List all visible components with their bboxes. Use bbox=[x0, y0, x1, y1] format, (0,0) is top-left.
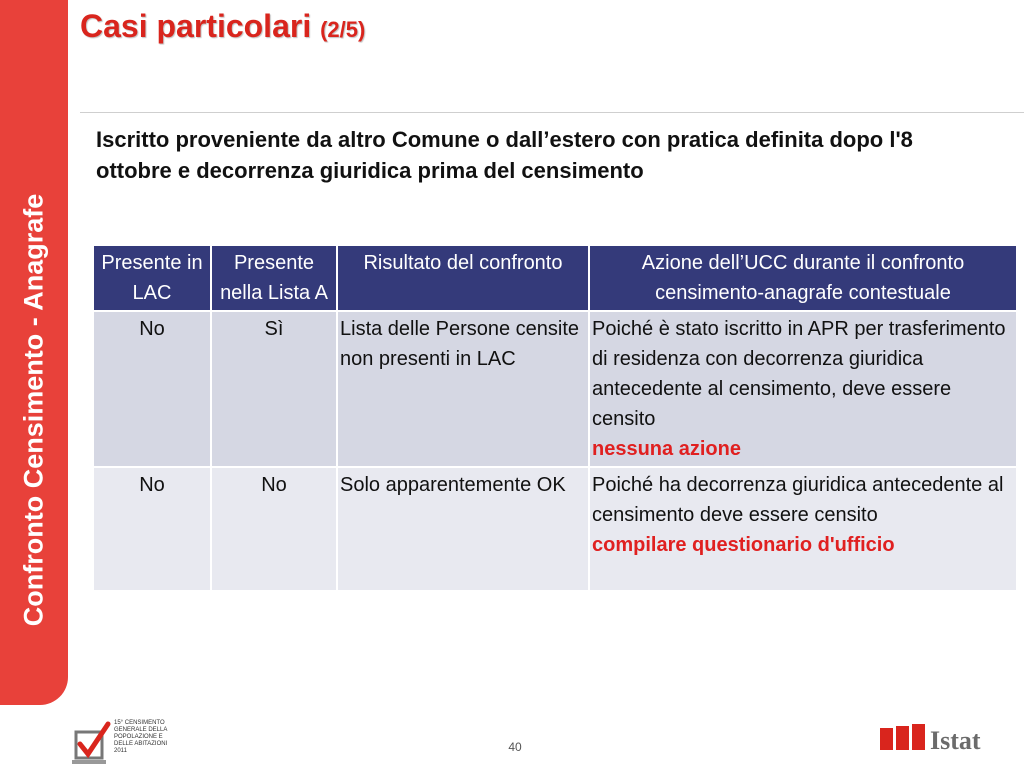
checkbox-check-icon bbox=[70, 718, 114, 766]
census-logo bbox=[70, 718, 180, 766]
header-risultato: Risultato del confronto bbox=[337, 245, 589, 311]
cell-lac: No bbox=[93, 311, 211, 467]
cell-azione bbox=[589, 311, 1017, 467]
cell-lista-a: Sì bbox=[211, 311, 337, 467]
cell-azione bbox=[589, 467, 1017, 591]
azione-highlight: compilare questionario d'ufficio bbox=[592, 534, 895, 556]
istat-logo bbox=[880, 724, 980, 758]
sidebar-label: Confronto Censimento - Anagrafe bbox=[18, 193, 49, 627]
azione-text: Poiché ha decorrenza giuridica antecedente al censimento deve essere censito bbox=[592, 474, 1004, 526]
page-title bbox=[80, 8, 365, 45]
census-logo-text: 15° CENSIMENTO GENERALE DELLA POPOLAZIONE E DELLE ABITAZIONI 2011 bbox=[114, 720, 168, 754]
cell-risultato: Solo apparentemente OK bbox=[337, 467, 589, 591]
sidebar-band bbox=[0, 0, 68, 705]
header-azione: Azione dell’UCC durante il confronto censimento-anagrafe contestuale bbox=[589, 245, 1017, 311]
table-row bbox=[93, 311, 1017, 467]
title-text: Casi particolari bbox=[80, 8, 312, 44]
header-presente-lista-a: Presente nella Lista A bbox=[211, 245, 337, 311]
cell-risultato: Lista delle Persone censite non presenti in LAC bbox=[337, 311, 589, 467]
intro-paragraph: Iscritto proveniente da altro Comune o dall’estero con pratica definita dopo l'8 ottobre e decorrenza giuridica prima del censimento bbox=[96, 127, 913, 183]
cell-lista-a: No bbox=[211, 467, 337, 591]
azione-highlight: nessuna azione bbox=[592, 438, 741, 460]
header-presente-lac: Presente in LAC bbox=[93, 245, 211, 311]
title-page-count: (2/5) bbox=[320, 17, 366, 42]
page-number: 40 bbox=[508, 740, 522, 754]
comparison-table bbox=[92, 244, 1018, 592]
istat-wordmark: Istat bbox=[930, 726, 981, 755]
title-divider bbox=[80, 112, 1024, 113]
table-row bbox=[93, 467, 1017, 591]
table-header-row bbox=[93, 245, 1017, 311]
istat-mark-icon bbox=[880, 724, 926, 754]
cell-lac: No bbox=[93, 467, 211, 591]
azione-text: Poiché è stato iscritto in APR per trasferimento di residenza con decorrenza giuridica antecedente al censimento, deve essere censito bbox=[592, 318, 1006, 430]
